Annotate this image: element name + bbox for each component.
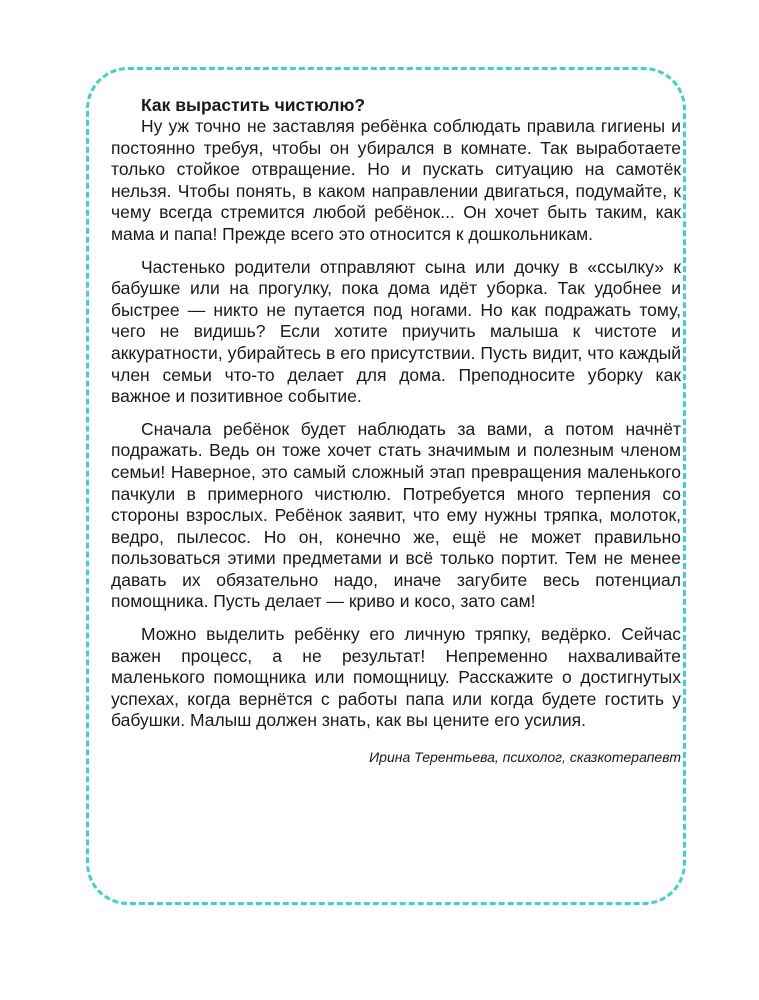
paragraph-2: Частенько родители отправляют сына или дочку в «ссылку» к бабушке или на прогулку, пока дома идёт уборка. Так удобнее и быстрее — никто не путается под ногами. Но как подражать тому, чего не видишь? Если хотите приучить малыша к чистоте и аккуратности, убирайтесь в его присутствии. Пусть видит, что каждый член семьи что-то делает для дома. Преподносите уборку как важное и позитивное событие. <box>111 256 681 407</box>
paragraph-3: Сначала ребёнок будет наблюдать за вами, а потом начнёт подражать. Ведь он тоже хочет стать значимым и полезным членом семьи! Наверное, это самый сложный этап превращения маленького пачкули в примерного чистюлю. Потребуется много терпения со стороны взрослых. Ребёнок заявит, что ему нужны тряпка, молоток, ведро, пылесос. Но он, конечно же, ещё не может правильно пользоваться этими предметами и всё только портит. Тем не менее давать их обязательно надо, иначе загубите весь потенциал помощника. Пусть делает — криво и косо, зато сам! <box>111 418 681 612</box>
article <box>111 94 681 766</box>
author-signature: Ирина Терентьева, психолог, сказкотерапевт <box>369 749 681 766</box>
article-title: Как вырастить чистюлю? <box>141 95 366 115</box>
paragraph-1: Ну уж точно не заставляя ребёнка соблюдать правила гигиены и постоянно требуя, чтобы он убирался в комнате. Так выработаете только стойкое отвращение. Но и пускать ситуацию на самотёк нельзя. Чтобы понять, в каком направлении двигаться, подумайте, к чему всегда стремится любой ребёнок... Он хочет быть таким, как мама и папа! Прежде всего это относится к дошкольникам. <box>111 116 681 244</box>
paragraph-4: Можно выделить ребёнку его личную тряпку, ведёрко. Сейчас важен процесс, а не результат! Непременно нахваливайте маленького помощника или помощницу. Расскажите о достигнутых успехах, когда вернётся с работы папа или когда будете гостить у бабушки. Малыш должен знать, как вы цените его усилия. <box>111 624 681 731</box>
